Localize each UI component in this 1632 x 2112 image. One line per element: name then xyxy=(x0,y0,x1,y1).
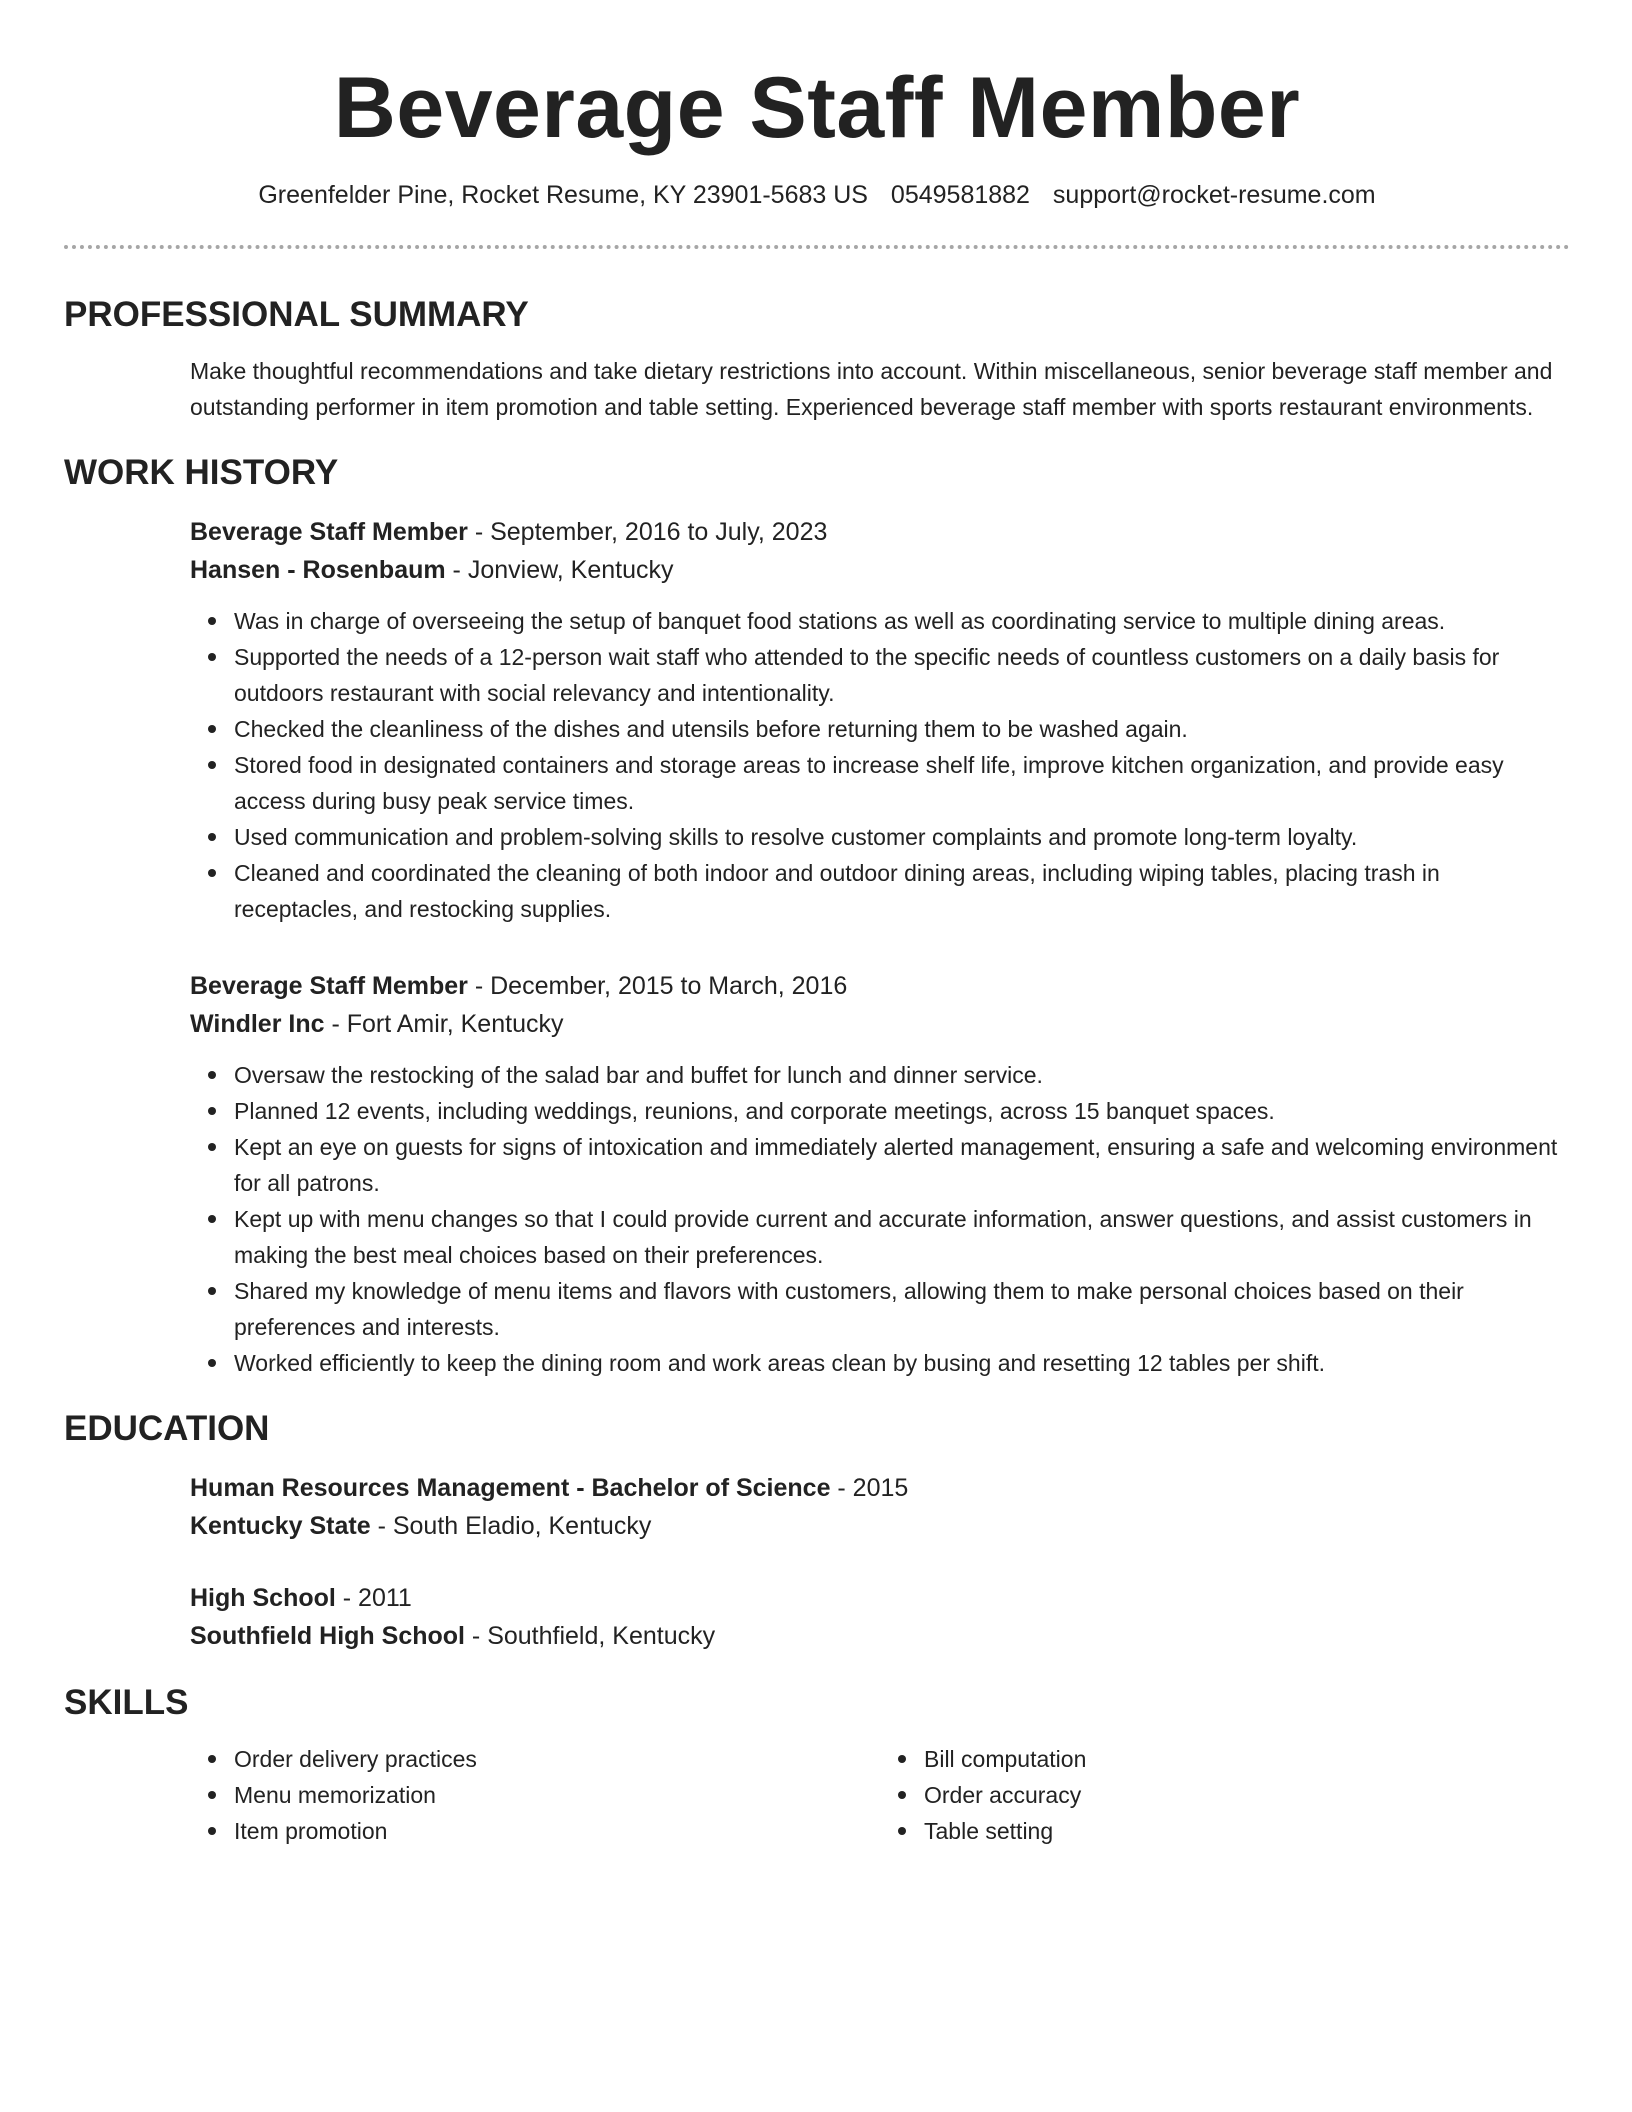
summary-title: PROFESSIONAL SUMMARY xyxy=(64,295,529,334)
education-location: - Southfield, Kentucky xyxy=(464,1622,716,1650)
contact-address: Greenfelder Pine, Rocket Resume, KY 23901-5683 US xyxy=(258,181,868,209)
job-entry xyxy=(190,967,1570,1381)
skill-item: Bill computation xyxy=(924,1741,1570,1777)
education-section xyxy=(64,1407,1570,1655)
job-location: - Fort Amir, Kentucky xyxy=(324,1010,564,1038)
list-item: Kept up with menu changes so that I could provide current and accurate information, answer questions, and assist customers in making the best meal choices based on their preferences. xyxy=(234,1201,1570,1273)
job-company: Hansen - Rosenbaum xyxy=(190,556,446,584)
skills-list-right xyxy=(880,1741,1570,1849)
skill-item: Order accuracy xyxy=(924,1777,1570,1813)
summary-text: Make thoughtful recommendations and take dietary restrictions into account. Within miscellaneous, senior beverage staff member and outstanding performer in item promotion and table setting. Experienced beverage staff member with sports restaurant environments. xyxy=(190,358,1553,420)
education-school-line xyxy=(190,1507,1570,1545)
list-item: Planned 12 events, including weddings, reunions, and corporate meetings, across 15 banquet spaces. xyxy=(234,1093,1570,1129)
work-history-title: WORK HISTORY xyxy=(64,453,339,492)
education-entry xyxy=(190,1579,1570,1655)
list-item: Worked efficiently to keep the dining room and work areas clean by busing and resetting 12 tables per shift. xyxy=(234,1345,1570,1381)
job-company-line xyxy=(190,551,1570,589)
job-role: Beverage Staff Member xyxy=(190,972,468,1000)
contact-email: support@rocket-resume.com xyxy=(1052,181,1376,209)
skill-item: Menu memorization xyxy=(234,1777,880,1813)
list-item: Supported the needs of a 12-person wait staff who attended to the specific needs of countless customers on a daily basis for outdoors restaurant with social relevancy and intentionality. xyxy=(234,639,1570,711)
contact-phone: 0549581882 xyxy=(890,181,1030,209)
job-duties-list xyxy=(190,603,1570,927)
education-school: Kentucky State xyxy=(190,1512,371,1540)
job-dates: - December, 2015 to March, 2016 xyxy=(467,972,848,1000)
job-role-line xyxy=(190,967,1570,1005)
work-history-section xyxy=(64,451,1570,1381)
list-item: Kept an eye on guests for signs of intoxication and immediately alerted management, ensuring a safe and welcoming environment for all patrons. xyxy=(234,1129,1570,1201)
education-title: EDUCATION xyxy=(64,1409,270,1448)
education-degree-line xyxy=(190,1579,1570,1617)
job-company-line xyxy=(190,1005,1570,1043)
list-item: Cleaned and coordinated the cleaning of both indoor and outdoor dining areas, including wiping tables, placing trash in receptacles, and restocking supplies. xyxy=(234,855,1570,927)
header-divider xyxy=(64,245,1570,249)
education-school: Southfield High School xyxy=(190,1622,465,1650)
list-item: Stored food in designated containers and storage areas to increase shelf life, improve kitchen organization, and provide easy access during busy peak service times. xyxy=(234,747,1570,819)
education-degree-line xyxy=(190,1469,1570,1507)
list-item: Was in charge of overseeing the setup of banquet food stations as well as coordinating service to multiple dining areas. xyxy=(234,603,1570,639)
candidate-name: Beverage Staff Member xyxy=(333,60,1301,156)
summary-section xyxy=(64,293,1570,425)
skill-item: Table setting xyxy=(924,1813,1570,1849)
resume-page xyxy=(64,0,1570,1849)
education-degree: Human Resources Management - Bachelor of Science xyxy=(190,1474,831,1502)
education-degree: High School xyxy=(190,1584,336,1612)
skills-section xyxy=(64,1681,1570,1849)
list-item: Used communication and problem-solving skills to resolve customer complaints and promote long-term loyalty. xyxy=(234,819,1570,855)
job-location: - Jonview, Kentucky xyxy=(445,556,674,584)
education-entry xyxy=(190,1469,1570,1545)
skill-item: Item promotion xyxy=(234,1813,880,1849)
education-year: - 2015 xyxy=(830,1474,909,1502)
education-school-line xyxy=(190,1617,1570,1655)
job-role-line xyxy=(190,513,1570,551)
list-item: Shared my knowledge of menu items and flavors with customers, allowing them to make personal choices based on their preferences and interests. xyxy=(234,1273,1570,1345)
list-item: Checked the cleanliness of the dishes and utensils before returning them to be washed again. xyxy=(234,711,1570,747)
job-company: Windler Inc xyxy=(190,1010,325,1038)
skills-title: SKILLS xyxy=(64,1683,189,1722)
job-duties-list xyxy=(190,1057,1570,1381)
contact-line xyxy=(64,178,1570,212)
skills-grid xyxy=(190,1741,1570,1849)
job-dates: - September, 2016 to July, 2023 xyxy=(467,518,828,546)
education-year: - 2011 xyxy=(335,1584,412,1612)
skill-item: Order delivery practices xyxy=(234,1741,880,1777)
skills-list-left xyxy=(190,1741,880,1849)
list-item: Oversaw the restocking of the salad bar and buffet for lunch and dinner service. xyxy=(234,1057,1570,1093)
education-location: - South Eladio, Kentucky xyxy=(370,1512,652,1540)
job-entry xyxy=(190,513,1570,927)
job-role: Beverage Staff Member xyxy=(190,518,468,546)
